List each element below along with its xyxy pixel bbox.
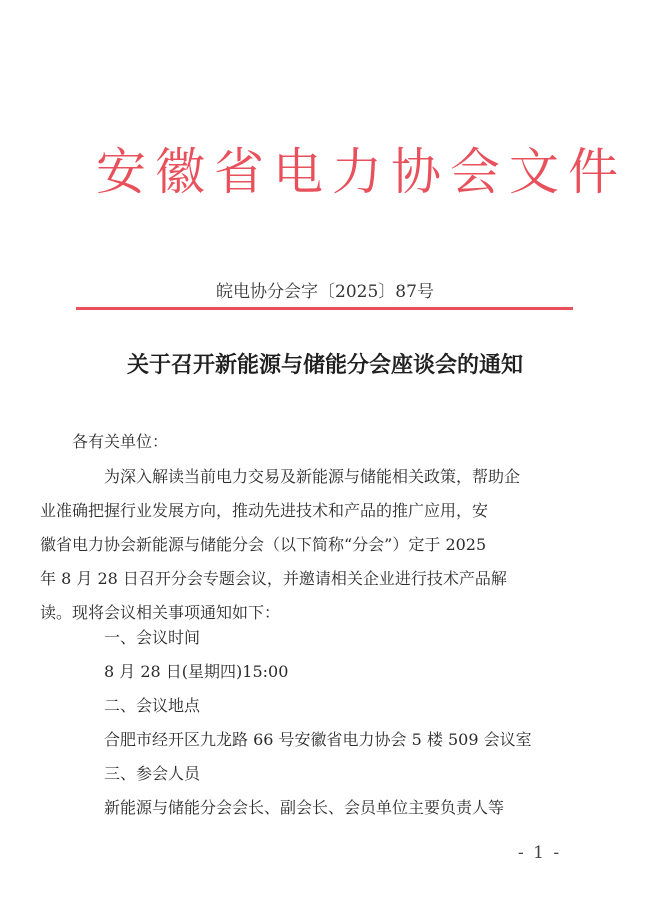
paragraph-line: 年 8 月 28 日召开分会专题会议，并邀请相关企业进行技术产品解 <box>40 569 507 588</box>
paragraph-line: 读。现将会议相关事项通知如下： <box>40 603 281 622</box>
paragraph-line: 业准确把握行业发展方向，推动先进技术和产品的推广应用，安 <box>40 501 489 520</box>
page-number: - 1 - <box>518 843 562 863</box>
section-heading-time: 一、会议时间 <box>104 628 201 647</box>
paragraph-line: 徽省电力协会新能源与储能分会（以下简称“分会”）定于 2025 <box>40 535 487 554</box>
salutation: 各有关单位： <box>72 432 169 451</box>
paragraph-line: 为深入解读当前电力交易及新能源与储能相关政策，帮助企 <box>104 467 521 486</box>
document-header-title: 安徽省电力协会文件 <box>96 143 627 201</box>
section-heading-attendees: 三、参会人员 <box>104 764 201 783</box>
notice-title: 关于召开新能源与储能分会座谈会的通知 <box>126 352 523 378</box>
section-content-attendees: 新能源与储能分会会长、副会长、会员单位主要负责人等 <box>104 798 505 817</box>
intro-paragraph <box>40 460 568 630</box>
document-number: 皖电协分会字〔2025〕87号 <box>216 282 434 302</box>
section-content-time: 8 月 28 日(星期四)15:00 <box>104 662 289 681</box>
section-heading-location: 二、会议地点 <box>104 696 201 715</box>
section-content-location: 合肥市经开区九龙路 66 号安徽省电力协会 5 楼 509 会议室 <box>104 730 532 749</box>
red-divider-line <box>76 307 573 310</box>
